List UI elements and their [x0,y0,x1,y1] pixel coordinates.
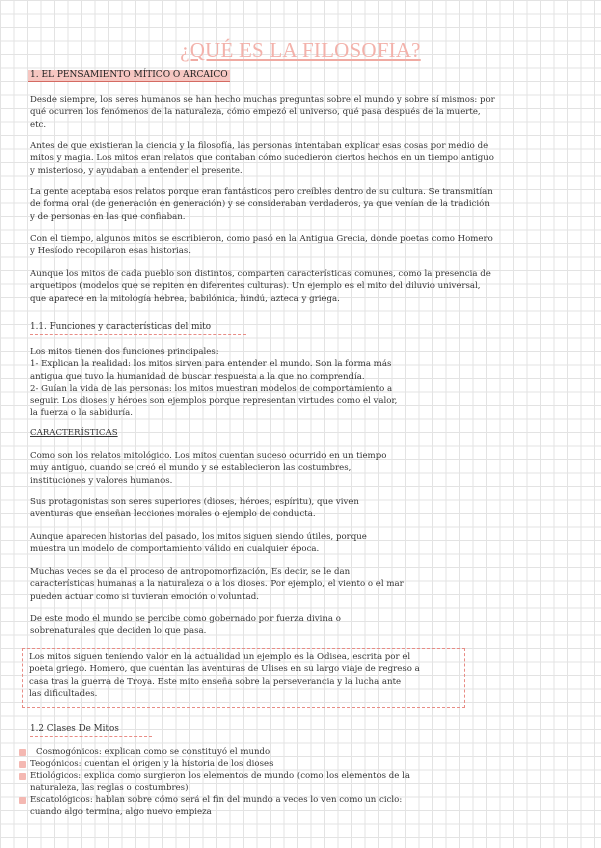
paragraph: Con el tiempo, algunos mitos se escribieron, como pasó en la Antigua Grecia, donde poetas como Homero y Hesíodo recopilaron esas historias. [30,234,493,257]
bullet-icon [19,773,26,780]
paragraph: Antes de que existieran la ciencia y la filosofía, las personas intentaban explicar esas cosas por medio de mitos y magia. Los mitos eran relatos que contaban cómo sucedieron ciertos hechos en un tiempo antiguo y misterioso, y ayudaban a entender el presente. [30,141,494,176]
list-item: Etiológicos: explica como surgieron los elementos de mundo (como los elementos de la naturaleza, las reglas o costumbres) [30,771,410,793]
bullet-icon [19,761,26,768]
characteristics-heading: CARACTERÍSTICAS [30,428,118,438]
paragraph: Aunque aparecen historias del pasado, los mitos siguen siendo útiles, porque muestra un modelo de comportamiento válido en cualquier época. [30,532,367,555]
functions-list: Los mitos tienen dos funciones principales: 1- Explican la realidad: los mitos sirven para entender el mundo. Son la forma más antigua que tuvo la humanidad de buscar respuesta a la que no comprendía. 2- Guían la vida de las personas: los mitos muestran modelos de comportamiento a seguir. Los dioses y héroes son ejemplos porque representan virtudes como el valor, la fuerza o la sabiduría. [30,347,398,419]
subsection-heading-functions: 1.1. Funciones y características del mito [30,322,246,335]
paragraph: Como son los relatos mitológico. Los mitos cuentan suceso ocurrido en un tiempo muy antiguo, cuando se creó el mundo y se establecieron las costumbres, instituciones y valores humanos. [30,451,387,486]
list-item: Cosmogónicos: explican como se constituyó el mundo [36,747,271,757]
paragraph: Muchas veces se da el proceso de antropomorfización, Es decir, se le dan características humanas a la naturaleza o a los dioses. Por ejemplo, el viento o el mar pueden actuar como si tuvieran emoción o voluntad. [30,567,404,602]
list-item: Escatológicos: hablan sobre cómo será el fin del mundo a veces lo ven como un ciclo: cuando algo termina, algo nuevo empieza [30,795,403,817]
section-heading-mythic-thought: 1. EL PENSAMIENTO MÍTICO O ARCAICO [30,70,228,80]
paragraph: Aunque los mitos de cada pueblo son distintos, comparten características comunes, como la presencia de arquetipos (modelos que se repiten en diferentes culturas). Un ejemplo es el mito del diluvio universal, que aparece en la mitología hebrea, babilónica, hindú, azteca y griega. [30,269,491,304]
bullet-icon [19,749,26,756]
list-item: Teogónicos: cuentan el origen y la historia de los dioses [30,759,274,769]
paragraph: Sus protagonistas son seres superiores (dioses, héroes, espíritu), que viven aventuras que enseñan lecciones morales o ejemplo de conducta. [30,497,359,520]
subsection-heading-classes: 1.2 Clases De Mitos [30,724,152,737]
paragraph: De este modo el mundo se percibe como gobernado por fuerza divina o sobrenaturales que deciden lo que pasa. [30,614,341,637]
page-title: ¿QUÉ ES LA FILOSOFIA? [180,38,421,62]
odyssey-callout-box: Los mitos siguen teniendo valor en la actualidad un ejemplo es la Odisea, escrita por el poeta griego. Homero, que cuentan las aventuras de Ulises en su largo viaje de regreso a casa tras la guerra de Troya. Este mito enseña sobre la perseverancia y la lucha ante las dificultades. [22,648,465,708]
paragraph: Desde siempre, los seres humanos se han hecho muchas preguntas sobre el mundo y sobre sí mismos: por qué ocurren los fenómenos de la naturaleza, cómo empezó el universo, qué pasa después de la muerte, etc. [30,95,495,130]
bullet-icon [19,797,26,804]
paragraph: La gente aceptaba esos relatos porque eran fantásticos pero creíbles dentro de su cultura. Se transmitían de forma oral (de generación en generación) y se consideraban verdaderos, ya que venían de la tradición y de personas en las que confiaban. [30,187,493,222]
